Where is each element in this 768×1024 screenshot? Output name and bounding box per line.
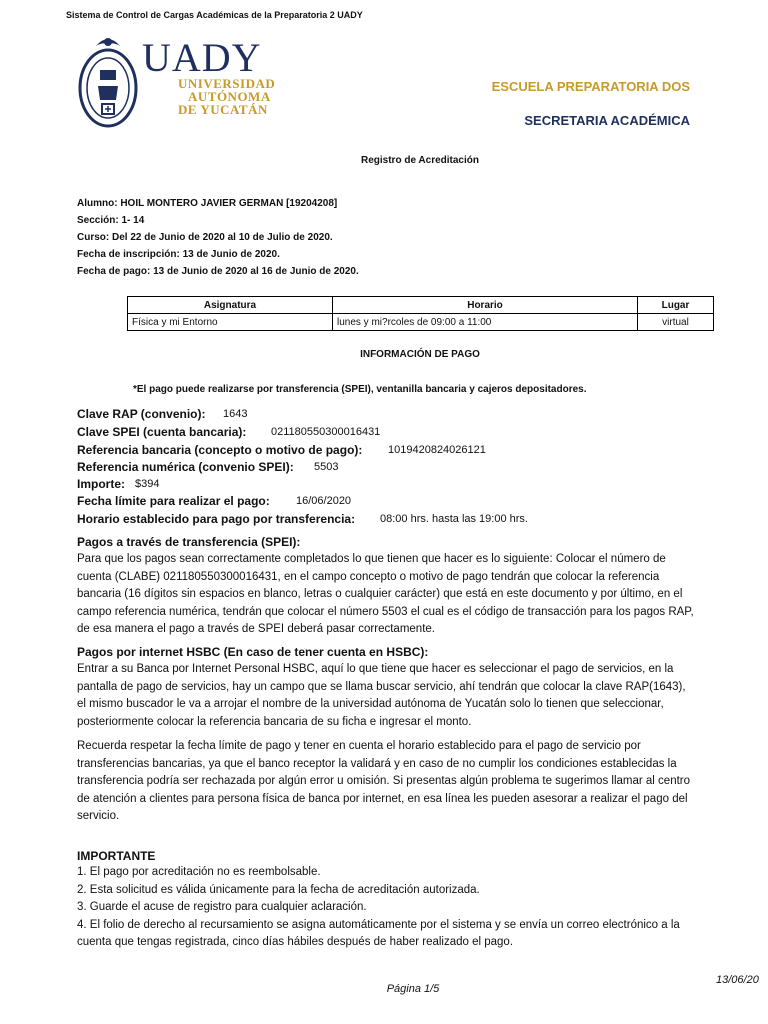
field-label: Importe: (77, 477, 125, 491)
list-item: 4. El folio de derecho al recursamiento se asigna automáticamente por el sistema y se envía un correo electrónico a la cuenta que tengas registrada, cinco días hábiles después de haber realizado el pago. (77, 918, 680, 948)
value-clave-spei: 021180550300016431 (271, 426, 381, 438)
university-seal-icon (76, 30, 140, 130)
field-label: Clave SPEI (cuenta bancaria): (77, 425, 247, 439)
cell-location: virtual (638, 314, 714, 331)
hsbc-heading: Pagos por internet HSBC (En caso de tener cuenta en HSBC): (77, 645, 429, 659)
field-referencia-bancaria (77, 443, 362, 457)
university-name-line-3: DE YUCATÁN (178, 102, 268, 117)
value-referencia-numerica: 5503 (314, 461, 339, 473)
field-fecha-limite (77, 494, 270, 508)
list-item: 1. El pago por acreditación no es reembolsable. (77, 866, 321, 878)
subjects-table (127, 296, 714, 331)
field-clave-rap (77, 407, 205, 421)
value-referencia-bancaria: 1019420824026121 (388, 444, 486, 456)
table-row (128, 314, 714, 331)
field-importe (77, 477, 125, 491)
payment-info-title: INFORMACIÓN DE PAGO (360, 349, 480, 360)
course-dates: Curso: Del 22 de Junio de 2020 al 10 de Julio de 2020. (77, 232, 333, 243)
cell-subject: Física y mi Entorno (128, 314, 333, 331)
important-list (77, 864, 717, 952)
list-item: 2. Esta solicitud es válida únicamente para la fecha de acreditación autorizada. (77, 883, 480, 896)
university-name-line-2: AUTÓNOMA (188, 89, 271, 104)
field-horario-transferencia (77, 512, 355, 526)
field-clave-spei (77, 425, 246, 439)
footer-date: 13/06/20 (716, 974, 759, 986)
field-label: Referencia bancaria (concepto o motivo de pago): (77, 443, 363, 457)
hsbc-instructions: Entrar a su Banca por Internet Personal HSBC, aquí lo que tiene que hacer es seleccionar el pago de servicios, en la pantalla de pago de servicios, hay un campo que se llama buscar servicio, ahí tendrán que colocar la clave RAP(1643), el mismo buscador le va a arrojar el nombre de la universidad autónoma de Yucatán solo lo tienen que seleccionar, posteriormente colocar la referencia bancaria de su ficha e ingresar el monto. (77, 663, 686, 728)
value-clave-rap: 1643 (223, 408, 248, 420)
value-horario-transferencia: 08:00 hrs. hasta las 19:00 hrs. (380, 513, 528, 525)
table-header-row (128, 297, 714, 314)
field-referencia-numerica (77, 460, 294, 474)
important-heading: IMPORTANTE (77, 849, 156, 863)
department-name: SECRETARIA ACADÉMICA (524, 113, 690, 128)
list-item: 3. Guarde el acuse de registro para cualquier aclaración. (77, 901, 367, 913)
value-fecha-limite: 16/06/2020 (296, 495, 352, 507)
field-label: Fecha límite para realizar el pago: (77, 494, 270, 508)
student-section: Sección: 1- 14 (77, 215, 145, 226)
student-name: Alumno: HOIL MONTERO JAVIER GERMAN [19204208] (77, 198, 338, 209)
logo-wordmark: UADY (142, 35, 262, 80)
column-header-horario: Horario (333, 297, 638, 314)
field-label: Horario establecido para pago por transferencia: (77, 512, 356, 526)
column-header-lugar: Lugar (638, 297, 714, 314)
spei-heading: Pagos a través de transferencia (SPEI): (77, 535, 301, 549)
school-name: ESCUELA PREPARATORIA DOS (491, 79, 690, 94)
system-title: Sistema de Control de Cargas Académicas de la Preparatoria 2 UADY (66, 10, 363, 20)
payment-reminder: Recuerda respetar la fecha límite de pago y tener en cuenta el horario establecido para el pago de servicio por transferencias bancarias, ya que el banco receptor la validará y en caso de no cumplir los condiciones establecidas la transferencia podría ser rechazada por algún error u omisión. Si presentas algún problema te sugerimos llamar al centro de atención a clientes para persona física de banca por internet, en esa línea les pueden asesorar a realizar el pago del servicio. (77, 740, 691, 822)
value-importe: $394 (135, 478, 160, 490)
cell-schedule: lunes y mi?rcoles de 09:00 a 11:00 (333, 314, 638, 331)
payment-dates: Fecha de pago: 13 de Junio de 2020 al 16 de Junio de 2020. (77, 266, 359, 277)
field-label: Clave RAP (convenio): (77, 407, 206, 421)
payment-methods-note: *El pago puede realizarse por transferencia (SPEI), ventanilla bancaria y cajeros depositadores. (133, 384, 587, 395)
field-label: Referencia numérica (convenio SPEI): (77, 460, 294, 474)
page-number: Página 1/5 (386, 983, 440, 995)
university-name-line-1: UNIVERSIDAD (178, 76, 276, 91)
enrollment-date: Fecha de inscripción: 13 de Junio de 2020. (77, 249, 280, 260)
spei-instructions: Para que los pagos sean correctamente completados lo que tienen que hacer es lo siguiente: Colocar el número de cuenta (CLABE) 021180550300016431, en el campo concepto o motivo de pago tendrán que colocar la referencia bancaria (16 dígitos sin espacios en blanco, letras o cualquier carácter) que está en este documento y por último, en el campo referencia numérica, tendrán que colocar el número 5503 el cual es el código de transacción para los pagos RAP, de esa manera el pago a través de SPEI deberá pasar correctamente. (77, 553, 694, 635)
column-header-asignatura: Asignatura (128, 297, 333, 314)
document-title: Registro de Acreditación (361, 155, 479, 166)
